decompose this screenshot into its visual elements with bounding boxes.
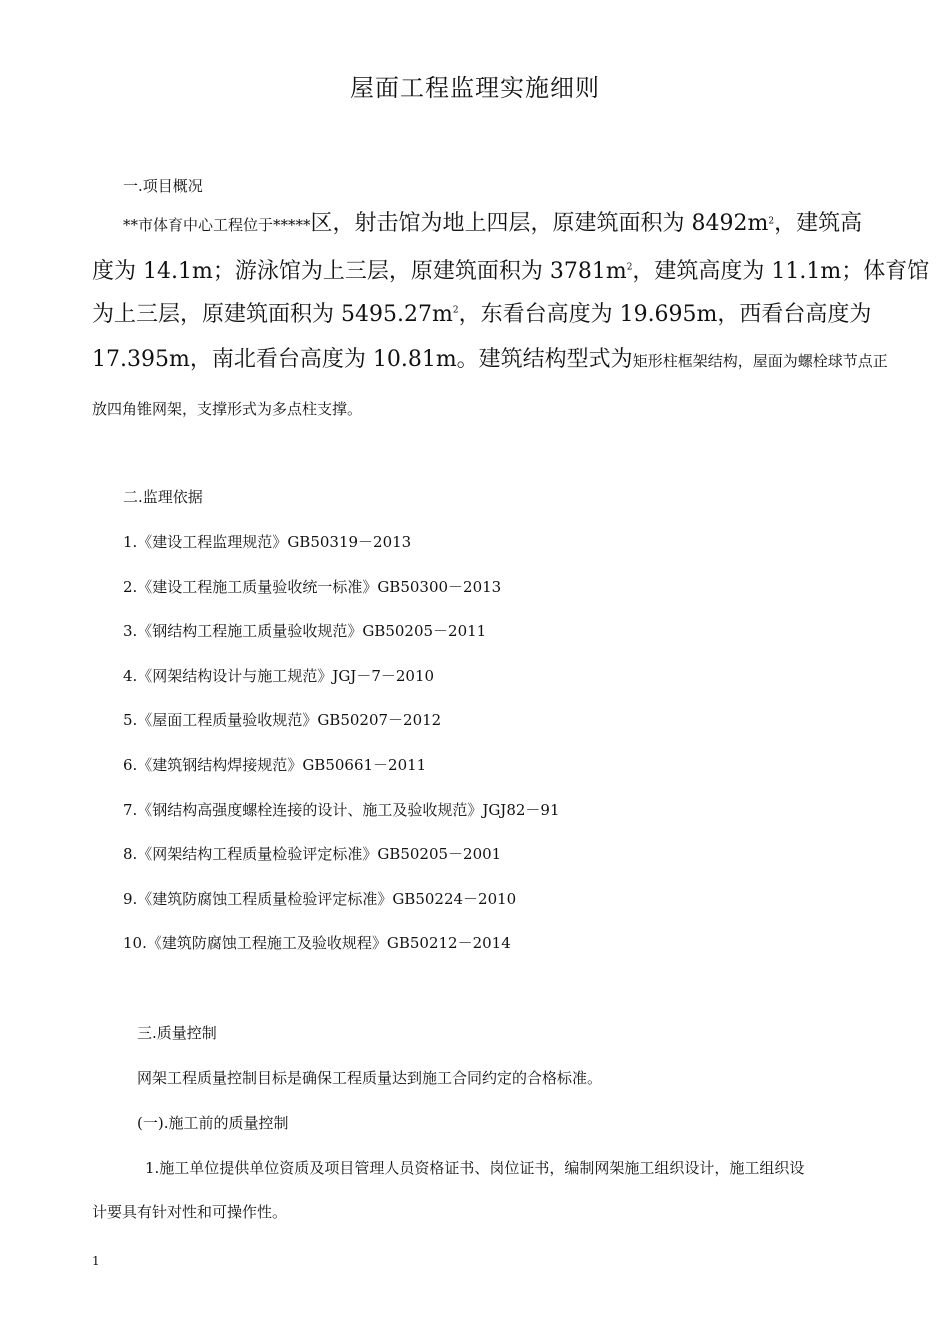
section-heading-basis: 二.监理依据 (123, 488, 203, 506)
overview-line-3-a: 为上三层，原建筑面积为 5495.27m (92, 302, 453, 327)
superscript: 2 (768, 216, 775, 227)
overview-line-3-b: ，东看台高度为 19.695m，西看台高度为 (458, 302, 872, 327)
reference-item: 4.《网架结构设计与施工规范》JGJ－7－2010 (123, 667, 435, 685)
overview-line-2-a: 度为 14.1m；游泳馆为上三层，原建筑面积为 3781m (92, 259, 627, 284)
overview-line-1 (123, 206, 862, 237)
overview-line-3 (92, 297, 871, 328)
overview-line-4 (92, 342, 888, 373)
reference-item: 6.《建筑钢结构焊接规范》GB50661－2011 (123, 756, 427, 774)
quality-item-1-line-2: 计要具有针对性和可操作性。 (92, 1203, 288, 1221)
overview-line-1-text: 区，射击馆为地上四层，原建筑面积为 8492m (310, 211, 769, 236)
overview-line-4-big: 17.395m，南北看台高度为 10.81m。建筑结构型式为 (92, 347, 633, 372)
subsection-heading: (一).施工前的质量控制 (137, 1114, 289, 1132)
overview-line-2 (92, 254, 929, 285)
reference-item: 9.《建筑防腐蚀工程质量检验评定标准》GB50224－2010 (123, 890, 517, 908)
reference-item: 5.《屋面工程质量验收规范》GB50207－2012 (123, 711, 442, 729)
reference-item: 8.《网架结构工程质量检验评定标准》GB50205－2001 (123, 845, 502, 863)
superscript: 2 (452, 305, 459, 316)
reference-item: 1.《建设工程监理规范》GB50319－2013 (123, 533, 412, 551)
page-number: 1 (92, 1254, 100, 1268)
quality-item-1-line-1: 1.施工单位提供单位资质及项目管理人员资格证书、岗位证书，编制网架施工组织设计，施工组织设 (145, 1159, 805, 1177)
section-heading-overview: 一.项目概况 (123, 177, 203, 195)
quality-goal: 网架工程质量控制目标是确保工程质量达到施工合同约定的合格标准。 (137, 1069, 603, 1087)
reference-item: 3.《钢结构工程施工质量验收规范》GB50205－2011 (123, 622, 487, 640)
overview-lead: **市体育中心工程位于***** (123, 216, 311, 234)
reference-item: 10.《建筑防腐蚀工程施工及验收规程》GB50212－2014 (123, 934, 511, 952)
page-title: 屋面工程监理实施细则 (350, 74, 600, 102)
overview-line-4-small: 矩形柱框架结构，屋面为螺栓球节点正 (632, 352, 888, 370)
reference-item: 2.《建设工程施工质量验收统一标准》GB50300－2013 (123, 578, 502, 596)
section-heading-quality: 三.质量控制 (137, 1024, 217, 1042)
overview-line-2-b: ，建筑高度为 11.1m；体育馆 (632, 259, 930, 284)
superscript: 2 (626, 262, 633, 273)
overview-line-1-end: ，建筑高 (774, 211, 863, 236)
reference-item: 7.《钢结构高强度螺栓连接的设计、施工及验收规范》JGJ82－91 (123, 801, 560, 819)
overview-line-5: 放四角锥网架，支撑形式为多点柱支撑。 (92, 400, 363, 418)
